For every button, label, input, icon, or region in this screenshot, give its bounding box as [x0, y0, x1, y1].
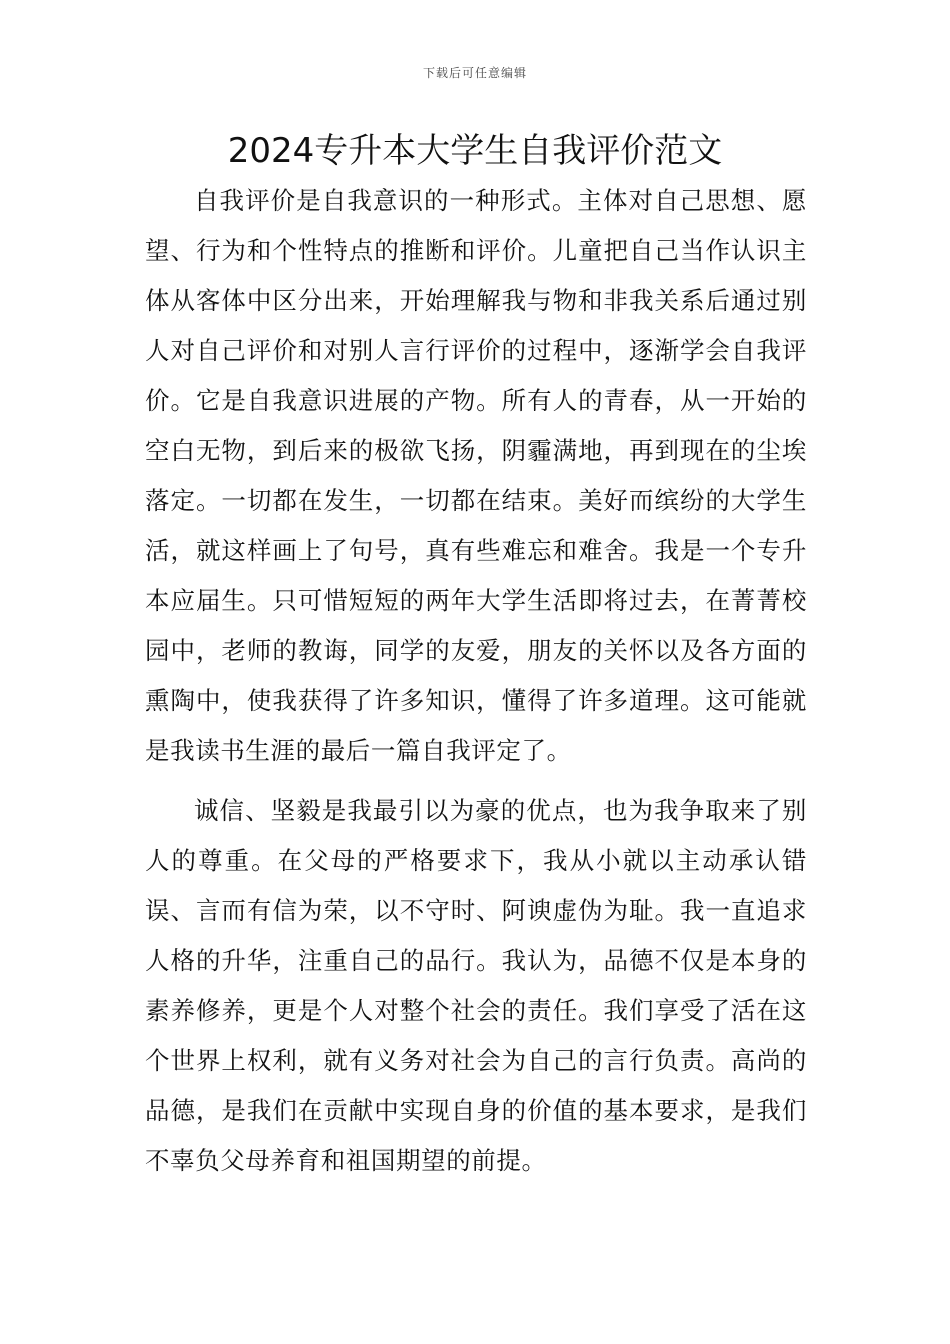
- paragraph-1: 自我评价是自我意识的一种形式。主体对自己思想、愿望、行为和个性特点的推断和评价。儿童把自己当作认识主体从客体中区分出来，开始理解我与物和非我关系后通过别人对自己评价和对别人言行评价的过程中，逐渐学会自我评价。它是自我意识进展的产物。所有人的青春，从一开始的空白无物，到后来的极欲飞扬，阴霾满地，再到现在的尘埃落定。一切都在发生，一切都在结束。美好而缤纷的大学生活，就这样画上了句号，真有些难忘和难舍。我是一个专升本应届生。只可惜短短的两年大学生活即将过去，在菁菁校园中，老师的教诲，同学的友爱，朋友的关怀以及各方面的熏陶中，使我获得了许多知识，懂得了许多道理。这可能就是我读书生涯的最后一篇自我评定了。: [145, 186, 807, 765]
- document-title: 2024专升本大学生自我评价范文: [227, 131, 723, 171]
- header-note: 下载后可任意编辑: [422, 66, 527, 80]
- document-body: [145, 176, 807, 1196]
- paragraph-2: 诚信、坚毅是我最引以为豪的优点，也为我争取来了别人的尊重。在父母的严格要求下，我从小就以主动承认错误、言而有信为荣，以不守时、阿谀虚伪为耻。我一直追求人格的升华，注重自己的品行。我认为，品德不仅是本身的素养修养，更是个人对整个社会的责任。我们享受了活在这个世界上权利，就有义务对社会为自己的言行负责。高尚的品德，是我们在贡献中实现自身的价值的基本要求，是我们不辜负父母养育和祖国期望的前提。: [145, 796, 807, 1175]
